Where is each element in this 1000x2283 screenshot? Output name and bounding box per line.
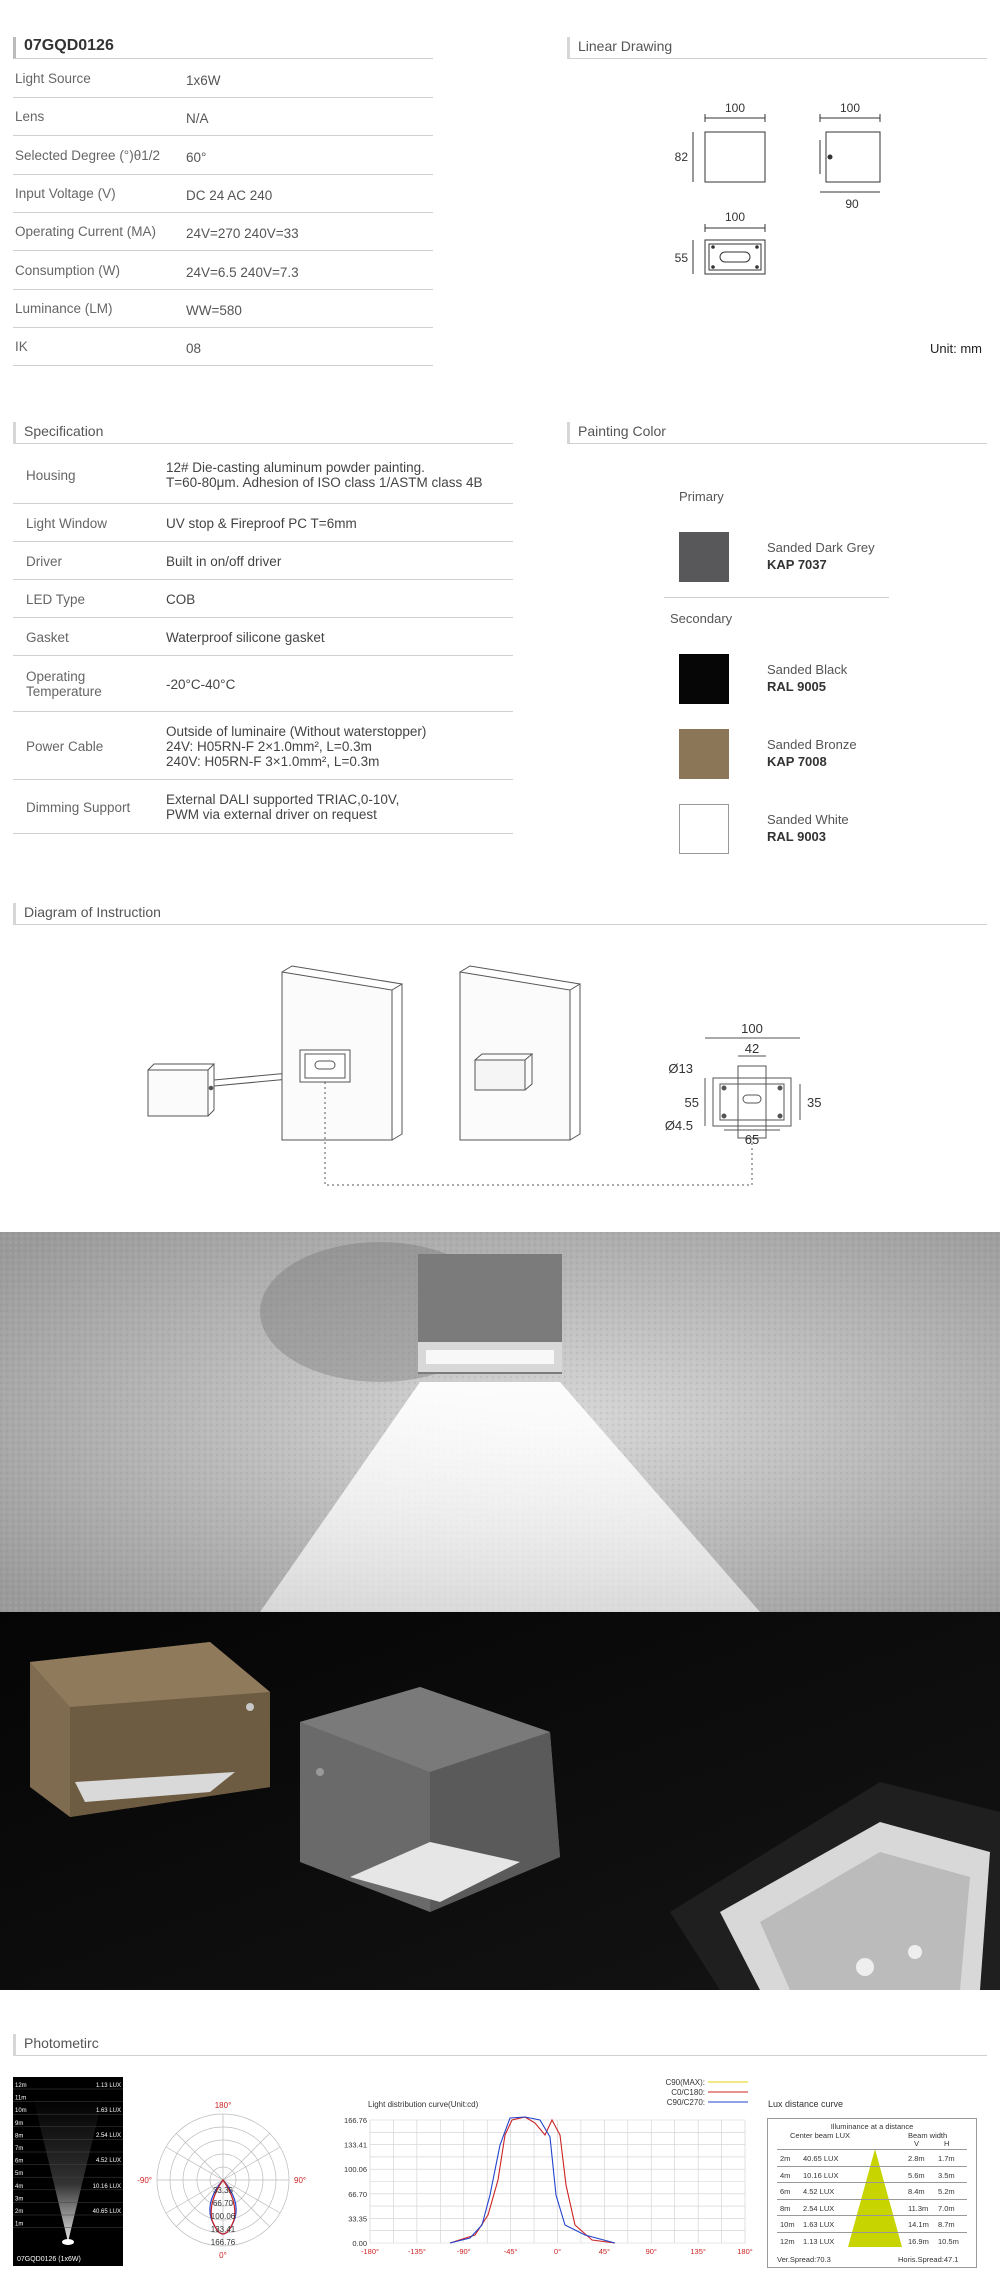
secondary-label: Secondary: [670, 611, 733, 626]
ld-lux: 1.63 LUX: [803, 2220, 835, 2229]
spec-value: 1x6W: [186, 73, 221, 88]
ld-dist: 8m: [780, 2203, 791, 2213]
curve-x-tick: -180°: [360, 2247, 380, 2256]
linear-drawing-title: Linear Drawing: [567, 37, 987, 59]
dim-w1: 100: [724, 101, 746, 115]
lux-distance-title: Lux distance curve: [768, 2099, 844, 2109]
painting-color-title: Painting Color: [567, 422, 987, 444]
dim-h3: 55: [674, 251, 688, 265]
spec-key: Consumption (W): [15, 262, 121, 278]
specification-row: [13, 580, 513, 618]
specification-row: [13, 542, 513, 580]
dim-h1: 82: [674, 150, 688, 164]
spec-row: [13, 328, 433, 366]
lux-value: 40.65 LUX: [92, 2209, 121, 2215]
spec-row: [13, 175, 433, 213]
curve-y-tick: 100.06: [344, 2165, 367, 2175]
ld-vwidth: 5.6m: [908, 2170, 925, 2180]
spec-key: IK: [15, 339, 28, 355]
inst-side: 35: [807, 1095, 822, 1110]
color-name: Sanded Dark Grey: [767, 540, 875, 555]
instruction-diagram: [140, 960, 840, 1195]
ld-row: [777, 2199, 967, 2216]
photo-wall-light: [0, 1232, 1000, 1612]
curve-x-tick: 90°: [645, 2247, 657, 2256]
ld-ver: Ver.Spread:70.3: [777, 2255, 831, 2264]
inst-screw: Ø4.5: [664, 1118, 693, 1133]
curve-y-tick: 133.41: [344, 2140, 367, 2150]
inst-inner: 42: [744, 1041, 760, 1056]
lux-value: 4.52 LUX: [95, 2158, 121, 2164]
curve-title: Light distribution curve(Unit:cd): [368, 2100, 479, 2109]
specification-value: External DALI supported TRIAC,0-10V, PWM via external driver on request: [166, 792, 400, 822]
product-code: 07GQD0126: [13, 37, 433, 59]
specification-title: Specification: [13, 422, 513, 444]
specification-key: Housing: [26, 467, 76, 483]
lux-distance-label: 8m: [15, 2133, 24, 2140]
ld-hor: Horis.Spread:47.1: [898, 2255, 959, 2264]
ld-vwidth: 8.4m: [908, 2187, 925, 2196]
dim-w2: 100: [839, 101, 861, 115]
specification-row: [13, 712, 513, 780]
specification-key: Operating Temperature: [26, 669, 102, 699]
spec-value: N/A: [186, 111, 209, 127]
linear-drawing: [660, 100, 900, 280]
ld-lux: 4.52 LUX: [803, 2187, 835, 2196]
inst-hole: Ø13: [668, 1061, 693, 1076]
lux-distance-label: 5m: [15, 2171, 24, 2178]
ld-vwidth: 14.1m: [908, 2220, 929, 2229]
color-swatch: [679, 804, 729, 854]
ld-lux: 1.13 LUX: [803, 2236, 835, 2246]
spec-value: DC 24 AC 240: [186, 187, 273, 203]
ld-h: H: [944, 2139, 950, 2148]
ld-hwidth: 10.5m: [938, 2236, 959, 2246]
ld-v: V: [914, 2139, 920, 2148]
ld-dist: 12m: [780, 2236, 795, 2246]
ring-5: 166.76: [210, 2238, 236, 2247]
ld-hwidth: 3.5m: [938, 2170, 955, 2180]
spec-value: WW=580: [186, 302, 242, 318]
legend-2: C0/C180:: [671, 2088, 705, 2097]
ld-dist: 6m: [780, 2187, 791, 2196]
ring-2: 66.70: [212, 2199, 234, 2208]
dim-d2: 90: [845, 197, 859, 211]
spec-key: Luminance (LM): [15, 300, 113, 316]
spec-row: [13, 60, 433, 98]
spec-value: 24V=6.5 240V=7.3: [186, 264, 299, 280]
color-label: [767, 539, 875, 573]
ld-row: [777, 2166, 967, 2183]
spec-row: [13, 98, 433, 136]
curve-y-tick: 66.70: [348, 2189, 367, 2199]
divider: [664, 597, 889, 598]
lux-value: 1.63 LUX: [95, 2108, 121, 2114]
spec-value: 24V=270 240V=33: [186, 226, 299, 242]
specification-value: 12# Die-casting aluminum powder painting. T=60-80μm. Adhesion of ISO class 1/ASTM class 4B: [166, 460, 483, 490]
spec-row: [13, 137, 433, 175]
ld-row: [777, 2182, 967, 2199]
lux-distance-label: 6m: [15, 2158, 24, 2165]
ld-hwidth: 1.7m: [938, 2154, 955, 2163]
color-code: KAP 7008: [767, 754, 827, 769]
specification-key: Light Window: [26, 515, 108, 531]
photo-product-angles: [0, 1612, 1000, 1990]
ld-lux: 10.16 LUX: [803, 2170, 839, 2180]
color-label: [767, 661, 847, 695]
curve-y-tick: 33.35: [348, 2214, 367, 2224]
lux-distance-label: 11m: [15, 2095, 27, 2102]
polar-top: 180°: [214, 2101, 232, 2110]
spec-key: Light Source: [15, 71, 91, 86]
polar-left: -90°: [137, 2176, 152, 2185]
lux-value: 10.16 LUX: [92, 2184, 121, 2190]
specification-key: Gasket: [26, 629, 69, 645]
ld-row: [777, 2215, 967, 2232]
curve-y-tick: 166.76: [344, 2116, 367, 2125]
lux-distance-label: 3m: [15, 2196, 24, 2203]
curve-x-tick: -135°: [407, 2247, 426, 2256]
ring-1: 33.35: [212, 2186, 234, 2195]
dim-w3: 100: [724, 210, 746, 224]
ld-vwidth: 16.9m: [908, 2236, 929, 2246]
primary-label: Primary: [679, 489, 724, 504]
spec-key: Input Voltage (V): [15, 185, 116, 201]
lux-distance-label: 10m: [15, 2108, 27, 2115]
instruction-title: Diagram of Instruction: [13, 903, 987, 925]
inst-w: 100: [741, 1021, 763, 1036]
ld-row: [777, 2149, 967, 2166]
ld-row: [777, 2232, 967, 2249]
specification-key: Driver: [26, 553, 62, 569]
curve-x-tick: 0°: [553, 2247, 562, 2256]
lux-distance-label: 12m: [15, 2083, 27, 2089]
curve-y-tick: 0.00: [352, 2239, 367, 2248]
specification-value: Outside of luminaire (Without waterstopper) 24V: H05RN-F 2×1.0mm², L=0.3m 240V: H05RN-F 3×1.0mm², L=0.3m: [166, 723, 427, 769]
curve-x-tick: 180°: [737, 2247, 753, 2256]
ld-vwidth: 11.3m: [908, 2203, 929, 2213]
lux-distance-label: 9m: [15, 2120, 24, 2127]
ld-dist: 4m: [780, 2170, 791, 2180]
specification-value: Built in on/off driver: [166, 553, 282, 569]
spec-row: [13, 213, 433, 251]
color-name: Sanded Black: [767, 662, 848, 677]
curve-x-tick: -45°: [503, 2247, 518, 2256]
unit-label: Unit: mm: [930, 341, 982, 356]
polar-bottom: 0°: [219, 2251, 227, 2260]
curve-x-tick: 135°: [690, 2247, 706, 2256]
specification-value: -20°C-40°C: [166, 676, 236, 692]
curve-x-tick: -90°: [456, 2247, 471, 2256]
specification-key: LED Type: [26, 591, 86, 607]
specification-value: UV stop & Fireproof PC T=6mm: [166, 515, 357, 531]
specification-key: Power Cable: [26, 738, 104, 754]
color-swatch: [679, 532, 729, 582]
specification-value: Waterproof silicone gasket: [166, 629, 325, 645]
specification-row: [13, 780, 513, 834]
spec-value: 60°: [186, 149, 207, 165]
color-code: RAL 9005: [767, 679, 827, 694]
specification-key: Dimming Support: [26, 799, 131, 815]
ld-lux: 40.65 LUX: [803, 2154, 839, 2163]
legend-3: C90/C270:: [666, 2098, 705, 2107]
specification-row: [13, 618, 513, 656]
inst-pitch: 65: [744, 1132, 760, 1147]
color-name: Sanded White: [767, 812, 849, 827]
spec-row: [13, 252, 433, 290]
color-swatch: [679, 729, 729, 779]
specification-value: COB: [166, 591, 196, 607]
color-code: RAL 9003: [767, 829, 827, 844]
spec-row: [13, 290, 433, 328]
lux-distance-box: [767, 2118, 977, 2268]
color-name: Sanded Bronze: [767, 737, 857, 752]
ld-dist: 10m: [780, 2220, 795, 2229]
ld-hwidth: 8.7m: [938, 2220, 955, 2229]
spec-key: Lens: [15, 109, 45, 125]
ld-head: Illuminance at a distance: [830, 2122, 914, 2131]
lux-value: 2.54 LUX: [95, 2133, 121, 2139]
lux-value: 1.13 LUX: [95, 2083, 121, 2089]
lux-distance-label: 2m: [15, 2209, 24, 2215]
curve-x-tick: 45°: [598, 2247, 611, 2256]
lux-distance-label: 4m: [15, 2183, 24, 2190]
photometric-title: Photometirc: [13, 2034, 987, 2056]
ring-4: 133.41: [210, 2225, 236, 2234]
spec-key: Selected Degree (°)θ1/2: [15, 147, 160, 163]
color-swatch: [679, 654, 729, 704]
polar-chart: [126, 2090, 321, 2270]
spec-key: Operating Current (MA): [15, 224, 157, 240]
ld-lux: 2.54 LUX: [803, 2203, 835, 2213]
ld-dist: 2m: [780, 2154, 791, 2163]
color-label: [767, 811, 849, 845]
specification-row: [13, 446, 513, 504]
ring-3: 100.06: [210, 2212, 236, 2221]
ld-col1: Center beam LUX: [790, 2131, 851, 2140]
distribution-curve: [330, 2075, 753, 2271]
ld-vwidth: 2.8m: [908, 2154, 925, 2163]
specification-row: [13, 656, 513, 712]
legend-1: C90(MAX):: [665, 2078, 705, 2087]
lux-column-caption: 07GQD0126 (1x6W): [17, 2256, 81, 2263]
polar-right: 90°: [294, 2176, 307, 2185]
ld-col2: Beam width: [908, 2131, 948, 2140]
lux-column-panel: [13, 2077, 123, 2266]
color-label: [767, 736, 857, 770]
ld-hwidth: 5.2m: [938, 2187, 955, 2196]
spec-value: 08: [186, 341, 202, 357]
lux-distance-label: 1m: [15, 2221, 24, 2228]
ld-hwidth: 7.0m: [938, 2203, 955, 2213]
inst-h: 55: [684, 1095, 699, 1110]
specification-row: [13, 504, 513, 542]
lux-distance-label: 7m: [15, 2146, 24, 2152]
color-code: KAP 7037: [767, 557, 827, 572]
